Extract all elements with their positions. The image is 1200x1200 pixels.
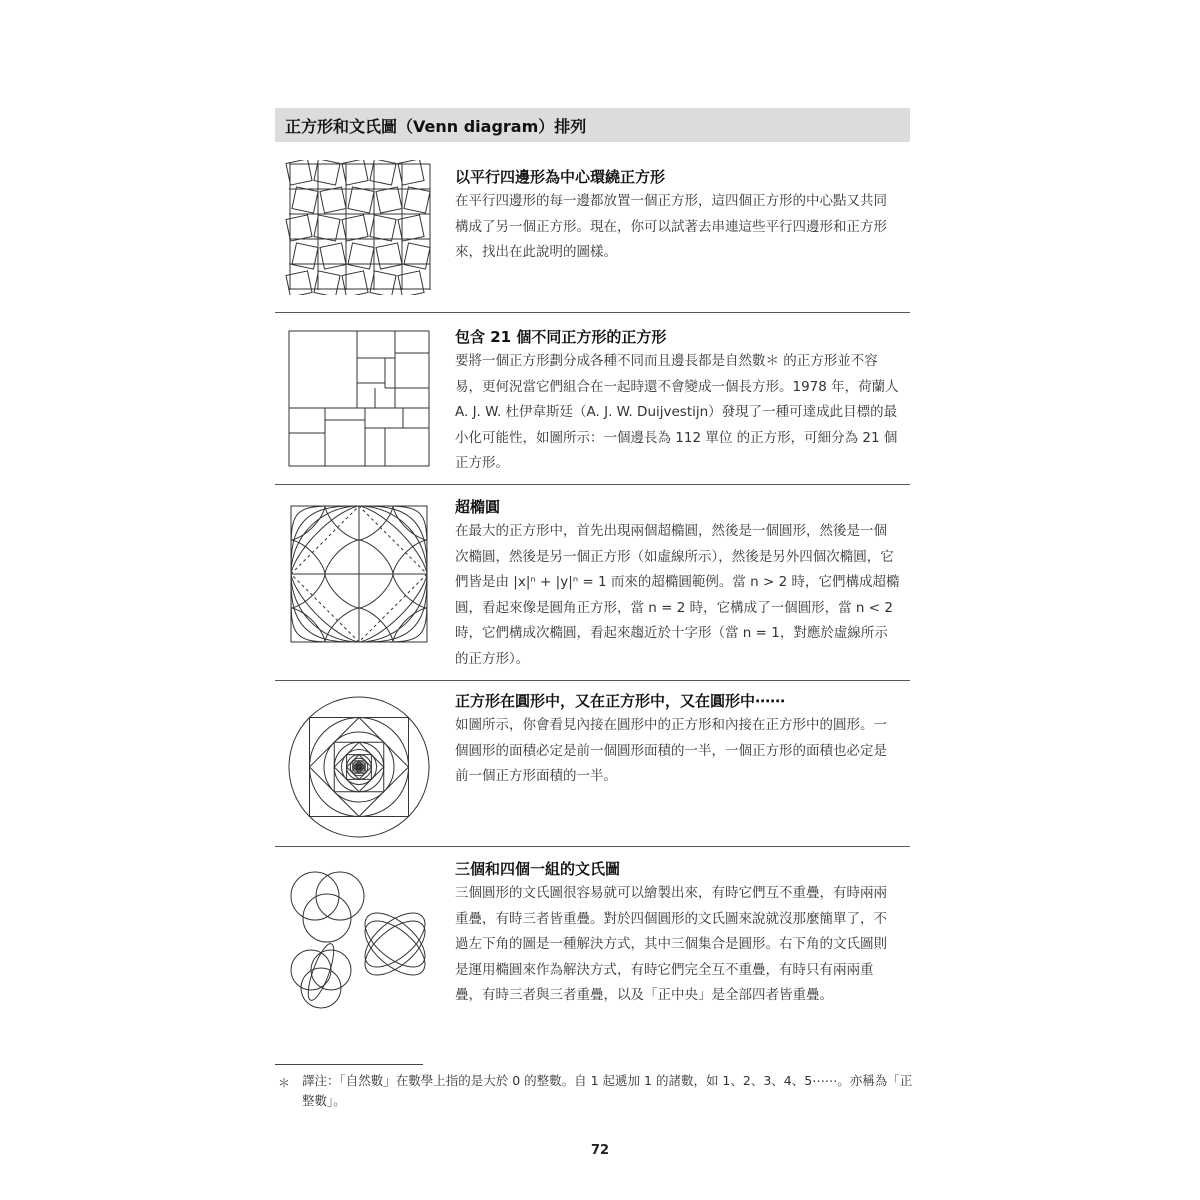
footnote-mark: ＊ — [278, 1076, 291, 1090]
section-body: 在平行四邊形的每一邊都放置一個正方形，這四個正方形的中心點又共同構成了另一個正方形。現在，你可以試著去串連這些平行四邊形和正方形來，找出在此說明的圖樣。 — [455, 193, 887, 260]
section-body: 三個圓形的文氏圖很容易就可以繪製出來，有時它們互不重疊，有時兩兩重疊，有時三者皆重疊。對於四個圓形的文氏圖來說就沒那麼簡單了，不過左下角的圖是一種解決方式，其中三個集合是圓形。右下角的文氏圖則是運用橢圓來作為解決方式，有時它們完全互不重疊，有時只有兩兩重疊，有時三者與三者重疊，以及「正中央」是全部四者皆重疊。 — [455, 885, 887, 1003]
figure-nested-squares-circles — [285, 693, 435, 843]
section-squared-square — [455, 326, 900, 477]
divider — [275, 312, 910, 313]
section-superellipse — [455, 496, 900, 672]
section-title: 以平行四邊形為中心環繞正方形 — [455, 168, 666, 186]
section-title: 超橢圓 — [455, 498, 501, 516]
section-title: 正方形在圓形中，又在正方形中，又在圓形中⋯⋯ — [455, 692, 786, 710]
section-title: 包含 21 個不同正方形的正方形 — [455, 328, 667, 346]
figure-venn-diagrams — [285, 858, 435, 1018]
figure-parallelogram-squares — [285, 160, 435, 295]
footnote-text: 譯注：「自然數」在數學上指的是大於 0 的整數。自 1 起遞加 1 的諸數，如 1、2、3、4、5⋯⋯。亦稱為「正整數」。 — [302, 1073, 913, 1108]
page-number: 72 — [590, 1143, 610, 1158]
divider — [275, 484, 910, 485]
section-header-bar — [275, 108, 910, 142]
section-venn — [455, 858, 900, 1009]
footnote-rule — [275, 1064, 423, 1065]
figure-superellipses — [285, 500, 433, 648]
page-title: 正方形和文氏圖（Venn diagram）排列 — [285, 117, 587, 136]
section-nested-squares — [455, 690, 900, 790]
section-body: 要將一個正方形劃分成各種不同而且邊長都是自然數＊ 的正方形並不容易，更何況當它們組合在一起時還不會變成一個長方形。1978 年，荷蘭人 A. J. W. 杜伊韋斯廷（A. J. W. Duijvestijn）發現了一種可達成此目標的最小化可能性，如圖所示：一個邊長為 112 單位 的正方形，可細分為 21 個正方形。 — [455, 353, 899, 471]
section-body: 在最大的正方形中，首先出現兩個超橢圓，然後是一個圓形，然後是一個次橢圓，然後是另一個正方形（如虛線所示），然後是另外四個次橢圓，它們皆是由 |x|ⁿ + |y|ⁿ = 1 而來的超橢圓範例。當 n > 2 時，它們構成超橢圓，看起來像是圓角正方形，當 n = 2 時，它構成了一個圓形，當 n < 2 時，它們構成次橢圓，看起來趨近於十字形（當 n = 1，對應於虛線所示的正方形）。 — [455, 523, 900, 667]
section-body: 如圖所示，你會看見內接在圓形中的正方形和內接在正方形中的圓形。一個圓形的面積必定是前一個圓形面積的一半，一個正方形的面積也必定是前一個正方形面積的一半。 — [455, 717, 887, 784]
divider — [275, 846, 910, 847]
section-parallelogram — [455, 166, 900, 266]
section-title: 三個和四個一組的文氏圖 — [455, 860, 621, 878]
figure-squared-square — [285, 328, 433, 470]
divider — [275, 680, 910, 681]
